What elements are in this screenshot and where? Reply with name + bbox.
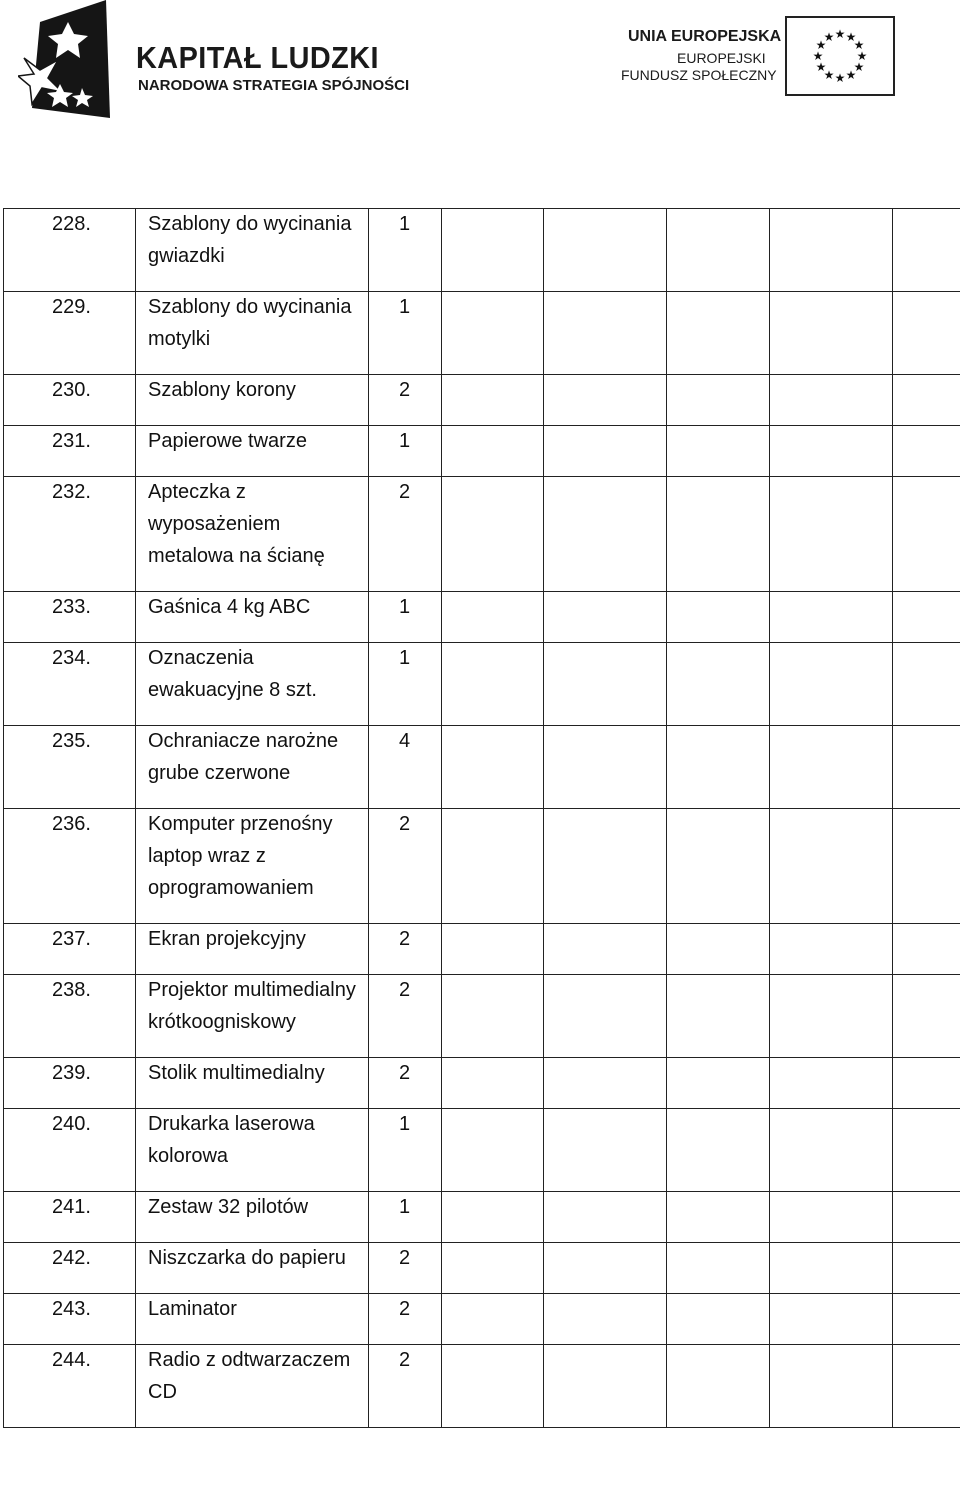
row-number-cell	[4, 592, 136, 643]
row-number-cell	[4, 1294, 136, 1345]
item-quantity: 2	[399, 1349, 411, 1371]
item-name: Gaśnica 4 kg ABC	[148, 596, 311, 618]
kapital-ludzki-stars-emblem-icon	[18, 0, 118, 125]
row-number: 230.	[52, 379, 91, 401]
empty-cell	[667, 924, 770, 975]
item-quantity-cell	[369, 975, 442, 1058]
row-number: 233.	[52, 596, 91, 618]
empty-cell	[893, 726, 960, 809]
item-quantity-cell	[369, 643, 442, 726]
table-row	[4, 209, 960, 292]
item-name: Ochraniacze narożne grube czerwone	[148, 730, 339, 784]
item-quantity: 1	[399, 1196, 411, 1218]
row-number: 228.	[52, 213, 91, 235]
empty-cell	[667, 375, 770, 426]
empty-cell	[893, 477, 960, 592]
table-row	[4, 1109, 960, 1192]
empty-cell	[442, 1058, 544, 1109]
item-name: Laminator	[148, 1298, 237, 1320]
table-row	[4, 426, 960, 477]
item-quantity-cell	[369, 426, 442, 477]
table-row	[4, 1192, 960, 1243]
item-name: Komputer przenośny laptop wraz z oprogramowaniem	[148, 813, 333, 899]
empty-cell	[442, 592, 544, 643]
empty-cell	[442, 1109, 544, 1192]
empty-cell	[770, 477, 893, 592]
eu-fund-line1: EUROPEJSKI	[677, 50, 766, 66]
item-name: Ekran projekcyjny	[148, 928, 306, 950]
empty-cell	[442, 375, 544, 426]
row-number: 243.	[52, 1298, 91, 1320]
table-row	[4, 726, 960, 809]
svg-text:★: ★	[853, 38, 865, 52]
eu-flag-stars-icon	[787, 18, 893, 94]
empty-cell	[667, 1058, 770, 1109]
row-number-cell	[4, 209, 136, 292]
row-number-cell	[4, 643, 136, 726]
empty-cell	[544, 924, 667, 975]
item-quantity-cell	[369, 1058, 442, 1109]
empty-cell	[893, 1294, 960, 1345]
empty-cell	[544, 643, 667, 726]
item-quantity-cell	[369, 1243, 442, 1294]
empty-cell	[770, 426, 893, 477]
empty-cell	[544, 1192, 667, 1243]
table-row	[4, 643, 960, 726]
item-name: Papierowe twarze	[148, 430, 307, 452]
empty-cell	[442, 924, 544, 975]
item-quantity-cell	[369, 292, 442, 375]
item-quantity: 1	[399, 213, 411, 235]
empty-cell	[544, 1243, 667, 1294]
item-name-cell	[136, 375, 369, 426]
empty-cell	[893, 292, 960, 375]
svg-text:★: ★	[823, 30, 835, 44]
svg-text:★: ★	[853, 60, 865, 74]
item-name: Radio z odtwarzaczem CD	[148, 1349, 351, 1403]
row-number-cell	[4, 1192, 136, 1243]
empty-cell	[442, 1294, 544, 1345]
row-number: 241.	[52, 1196, 91, 1218]
table-row	[4, 477, 960, 592]
empty-cell	[667, 209, 770, 292]
item-name: Oznaczenia ewakuacyjne 8 szt.	[148, 647, 317, 701]
empty-cell	[544, 809, 667, 924]
item-quantity: 2	[399, 1062, 411, 1084]
empty-cell	[544, 292, 667, 375]
empty-cell	[442, 292, 544, 375]
item-name: Niszczarka do papieru	[148, 1247, 346, 1269]
row-number: 232.	[52, 481, 91, 503]
empty-cell	[770, 643, 893, 726]
item-quantity: 2	[399, 379, 411, 401]
row-number: 237.	[52, 928, 91, 950]
item-name-cell	[136, 726, 369, 809]
item-quantity: 4	[399, 730, 411, 752]
row-number: 240.	[52, 1113, 91, 1135]
empty-cell	[442, 1243, 544, 1294]
row-number: 238.	[52, 979, 91, 1001]
row-number-cell	[4, 477, 136, 592]
item-name-cell	[136, 292, 369, 375]
empty-cell	[770, 209, 893, 292]
item-name-cell	[136, 477, 369, 592]
item-quantity: 2	[399, 1247, 411, 1269]
empty-cell	[893, 426, 960, 477]
item-quantity-cell	[369, 1294, 442, 1345]
empty-cell	[893, 643, 960, 726]
empty-cell	[770, 375, 893, 426]
empty-cell	[667, 1109, 770, 1192]
table-row	[4, 1243, 960, 1294]
row-number: 239.	[52, 1062, 91, 1084]
row-number-cell	[4, 426, 136, 477]
item-name: Projektor multimedialny krótkoogniskowy	[148, 979, 356, 1033]
empty-cell	[893, 809, 960, 924]
table-row	[4, 975, 960, 1058]
item-name: Drukarka laserowa kolorowa	[148, 1113, 315, 1167]
empty-cell	[442, 1345, 544, 1428]
empty-cell	[544, 375, 667, 426]
empty-cell	[544, 426, 667, 477]
svg-text:★: ★	[845, 30, 857, 44]
item-name-cell	[136, 209, 369, 292]
item-name-cell	[136, 1058, 369, 1109]
item-name-cell	[136, 1345, 369, 1428]
item-quantity: 1	[399, 296, 411, 318]
item-quantity-cell	[369, 726, 442, 809]
svg-text:★: ★	[815, 60, 827, 74]
empty-cell	[893, 924, 960, 975]
item-quantity-cell	[369, 1192, 442, 1243]
svg-text:★: ★	[856, 49, 868, 63]
empty-cell	[544, 209, 667, 292]
eu-flag	[785, 16, 895, 96]
empty-cell	[770, 975, 893, 1058]
item-name: Stolik multimedialny	[148, 1062, 325, 1084]
empty-cell	[544, 1345, 667, 1428]
table-row	[4, 375, 960, 426]
empty-cell	[667, 426, 770, 477]
table-row	[4, 809, 960, 924]
item-quantity-cell	[369, 592, 442, 643]
empty-cell	[667, 477, 770, 592]
empty-cell	[770, 924, 893, 975]
row-number-cell	[4, 375, 136, 426]
item-quantity-cell	[369, 477, 442, 592]
kapital-ludzki-logo	[18, 0, 410, 125]
item-name-cell	[136, 643, 369, 726]
item-quantity-cell	[369, 1345, 442, 1428]
kapital-ludzki-subtitle: NARODOWA STRATEGIA SPÓJNOŚCI	[138, 77, 410, 94]
svg-text:★: ★	[815, 38, 827, 52]
item-quantity: 2	[399, 813, 411, 835]
item-quantity-cell	[369, 924, 442, 975]
item-name: Szablony korony	[148, 379, 296, 401]
item-name: Zestaw 32 pilotów	[148, 1196, 309, 1218]
item-name-cell	[136, 592, 369, 643]
row-number-cell	[4, 1345, 136, 1428]
item-quantity-cell	[369, 809, 442, 924]
item-quantity: 1	[399, 430, 411, 452]
row-number: 229.	[52, 296, 91, 318]
empty-cell	[442, 477, 544, 592]
item-name-cell	[136, 1243, 369, 1294]
empty-cell	[893, 1109, 960, 1192]
empty-cell	[667, 592, 770, 643]
empty-cell	[770, 1192, 893, 1243]
empty-cell	[544, 975, 667, 1058]
row-number-cell	[4, 975, 136, 1058]
empty-cell	[667, 1294, 770, 1345]
empty-cell	[893, 375, 960, 426]
table-row	[4, 1058, 960, 1109]
empty-cell	[667, 292, 770, 375]
item-quantity-cell	[369, 209, 442, 292]
item-quantity: 2	[399, 928, 411, 950]
item-quantity: 1	[399, 1113, 411, 1135]
empty-cell	[544, 592, 667, 643]
item-quantity: 1	[399, 596, 411, 618]
row-number: 234.	[52, 647, 91, 669]
table-row	[4, 592, 960, 643]
empty-cell	[770, 1243, 893, 1294]
empty-cell	[544, 477, 667, 592]
table-body	[4, 209, 960, 1428]
kapital-ludzki-title: KAPITAŁ LUDZKI	[136, 40, 380, 75]
row-number-cell	[4, 924, 136, 975]
empty-cell	[893, 209, 960, 292]
empty-cell	[893, 1192, 960, 1243]
item-quantity: 1	[399, 647, 411, 669]
empty-cell	[770, 809, 893, 924]
row-number-cell	[4, 1058, 136, 1109]
empty-cell	[770, 1345, 893, 1428]
eu-fund-line2: FUNDUSZ SPOŁECZNY	[621, 67, 777, 83]
empty-cell	[667, 726, 770, 809]
item-name-cell	[136, 426, 369, 477]
empty-cell	[893, 1243, 960, 1294]
empty-cell	[544, 1294, 667, 1345]
table-row	[4, 1345, 960, 1428]
empty-cell	[893, 1058, 960, 1109]
empty-cell	[770, 592, 893, 643]
empty-cell	[442, 1192, 544, 1243]
item-name: Apteczka z wyposażeniem metalowa na ścianę	[148, 481, 325, 567]
item-name-cell	[136, 975, 369, 1058]
table-row	[4, 924, 960, 975]
row-number: 242.	[52, 1247, 91, 1269]
item-name-cell	[136, 924, 369, 975]
row-number-cell	[4, 1243, 136, 1294]
item-name-cell	[136, 1192, 369, 1243]
empty-cell	[667, 975, 770, 1058]
empty-cell	[893, 975, 960, 1058]
equipment-table	[3, 208, 960, 1428]
svg-text:★: ★	[845, 68, 857, 82]
empty-cell	[893, 1345, 960, 1428]
row-number-cell	[4, 1109, 136, 1192]
empty-cell	[442, 426, 544, 477]
svg-text:★: ★	[834, 71, 846, 85]
empty-cell	[667, 643, 770, 726]
svg-text:★: ★	[812, 49, 824, 63]
empty-cell	[442, 643, 544, 726]
row-number-cell	[4, 292, 136, 375]
item-name-cell	[136, 1294, 369, 1345]
empty-cell	[770, 1109, 893, 1192]
empty-cell	[442, 809, 544, 924]
empty-cell	[770, 292, 893, 375]
row-number-cell	[4, 726, 136, 809]
item-quantity-cell	[369, 1109, 442, 1192]
item-quantity-cell	[369, 375, 442, 426]
item-quantity: 2	[399, 979, 411, 1001]
item-name: Szablony do wycinania motylki	[148, 296, 352, 350]
item-quantity: 2	[399, 1298, 411, 1320]
empty-cell	[667, 1345, 770, 1428]
row-number: 236.	[52, 813, 91, 835]
row-number-cell	[4, 809, 136, 924]
empty-cell	[770, 1058, 893, 1109]
item-name-cell	[136, 1109, 369, 1192]
item-quantity: 2	[399, 481, 411, 503]
svg-text:★: ★	[834, 27, 846, 41]
row-number: 231.	[52, 430, 91, 452]
table-row	[4, 1294, 960, 1345]
empty-cell	[442, 726, 544, 809]
empty-cell	[442, 975, 544, 1058]
svg-text:★: ★	[823, 68, 835, 82]
row-number: 244.	[52, 1349, 91, 1371]
empty-cell	[667, 1192, 770, 1243]
empty-cell	[770, 1294, 893, 1345]
item-name-cell	[136, 809, 369, 924]
empty-cell	[893, 592, 960, 643]
empty-cell	[770, 726, 893, 809]
empty-cell	[544, 726, 667, 809]
item-name: Szablony do wycinania gwiazdki	[148, 213, 352, 267]
eu-logo	[615, 14, 900, 104]
empty-cell	[667, 809, 770, 924]
row-number: 235.	[52, 730, 91, 752]
table-row	[4, 292, 960, 375]
empty-cell	[544, 1109, 667, 1192]
empty-cell	[442, 209, 544, 292]
empty-cell	[667, 1243, 770, 1294]
eu-name: UNIA EUROPEJSKA	[628, 28, 782, 45]
empty-cell	[544, 1058, 667, 1109]
